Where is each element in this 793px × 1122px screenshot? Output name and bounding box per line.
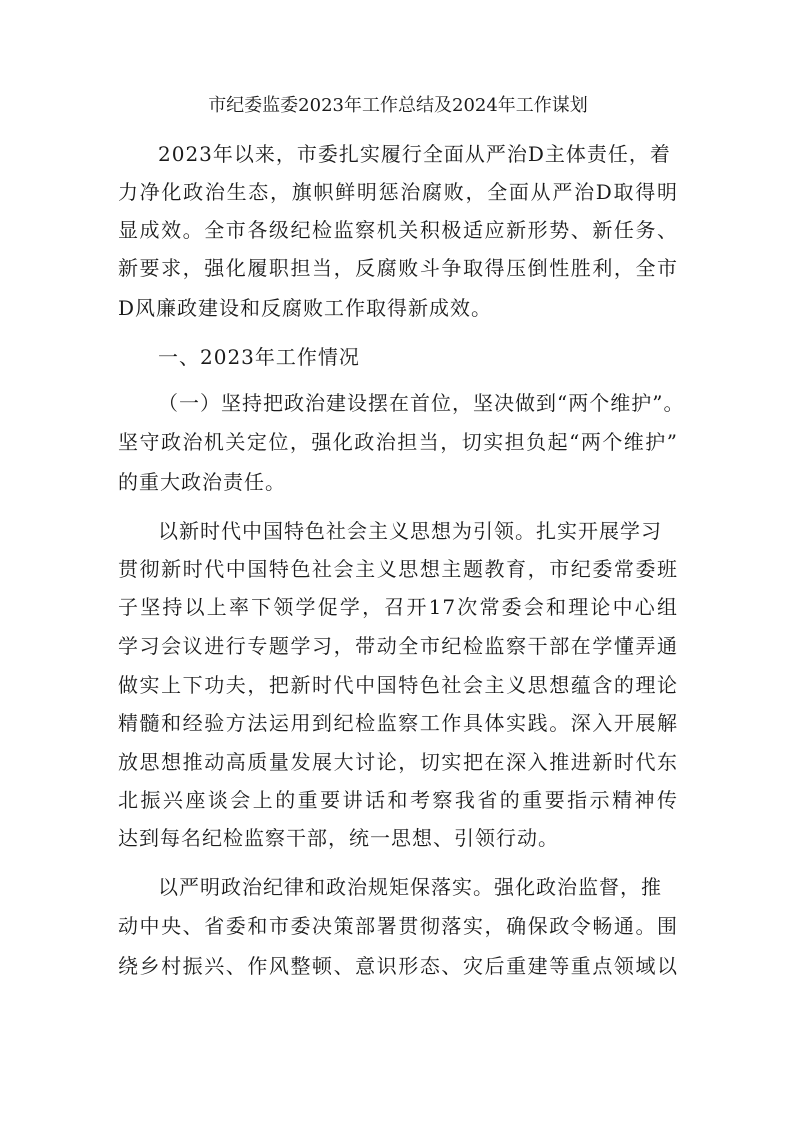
paragraph-line: 显成效。全市各级纪检监察机关积极适应新形势、新任务、 xyxy=(118,218,678,242)
paragraph-line: 达到每名纪检监察干部，统一思想、引领行动。 xyxy=(118,826,559,850)
paragraph-line: 动中央、省委和市委决策部署贯彻落实，确保政令畅通。围 xyxy=(118,914,678,938)
paragraph-line: 以新时代中国特色社会主义思想为引领。扎实开展学习 xyxy=(158,519,662,543)
paragraph-line: D风廉政建设和反腐败工作取得新成效。 xyxy=(118,296,493,320)
paragraph-line: 力净化政治生态，旗帜鲜明惩治腐败，全面从严治D取得明 xyxy=(118,180,678,204)
paragraph-line: 以严明政治纪律和政治规矩保落实。强化政治监督，推 xyxy=(158,875,662,899)
paragraph-line: 北振兴座谈会上的重要讲话和考察我省的重要指示精神传 xyxy=(118,788,678,812)
paragraph-line: 做实上下功夫，把新时代中国特色社会主义思想蕴含的理论 xyxy=(118,673,678,697)
paragraph-line: 学习会议进行专题学习，带动全市纪检监察干部在学懂弄通 xyxy=(118,634,678,658)
document-title: 市纪委监委2023年工作总结及2024年工作谋划 xyxy=(208,95,588,116)
paragraph-line: 放思想推动高质量发展大讨论，切实把在深入推进新时代东 xyxy=(118,750,678,774)
section-heading: 一、2023年工作情况 xyxy=(158,345,360,369)
paragraph-line: 贯彻新时代中国特色社会主义思想主题教育，市纪委常委班 xyxy=(118,557,678,581)
paragraph-line: 精髓和经验方法运用到纪检监察工作具体实践。深入开展解 xyxy=(118,711,678,735)
paragraph-line: 绕乡村振兴、作风整顿、意识形态、灾后重建等重点领域以 xyxy=(118,954,678,978)
paragraph-line: 的重大政治责任。 xyxy=(118,470,286,494)
subsection-heading: （一）坚持把政治建设摆在首位，坚决做到“两个维护”。 xyxy=(158,391,685,415)
paragraph-line: 坚守政治机关定位，强化政治担当，切实担负起“两个维护” xyxy=(118,430,678,454)
paragraph-line: 子坚持以上率下领学促学，召开17次常委会和理论中心组 xyxy=(118,595,678,619)
paragraph-line: 新要求，强化履职担当，反腐败斗争取得压倒性胜利，全市 xyxy=(118,256,678,280)
paragraph-line: 2023年以来，市委扎实履行全面从严治D主体责任，着 xyxy=(158,142,671,166)
